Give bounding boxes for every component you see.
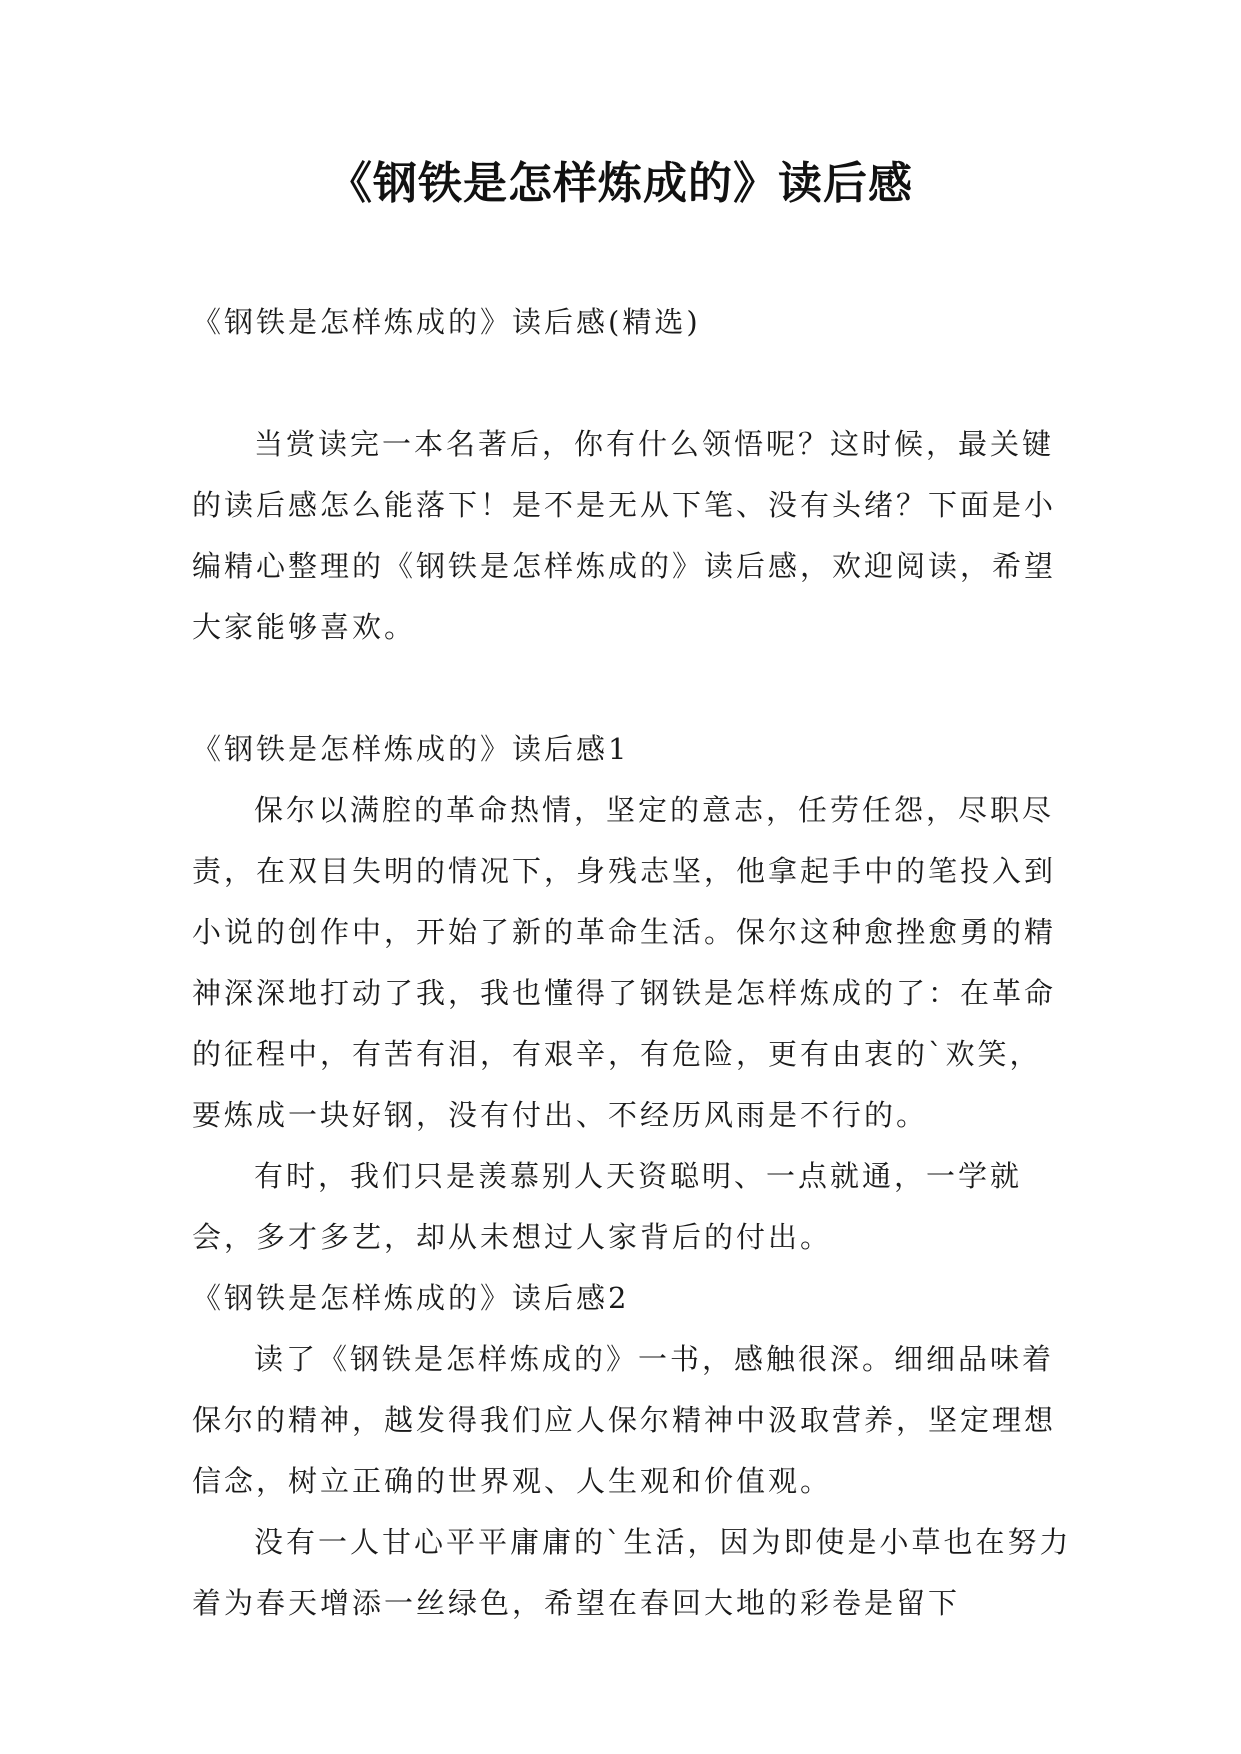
section-2-paragraph-2: 没有一人甘心平平庸庸的`生活，因为即使是小草也在努力着为春天增添一丝绿色，希望在春回大地的彩卷是留下	[192, 1525, 1072, 1620]
document-body	[192, 292, 1072, 1634]
section-1-paragraph-1: 保尔以满腔的革命热情，坚定的意志，任劳任怨，尽职尽责，在双目失明的情况下，身残志坚，他拿起手中的笔投入到小说的创作中，开始了新的革命生活。保尔这种愈挫愈勇的精神深深地打动了我，我也懂得了钢铁是怎样炼成的了：在革命的征程中，有苦有泪，有艰辛，有危险，更有由衷的`欢笑，要炼成一块好钢，没有付出、不经历风雨是不行的。	[192, 793, 1057, 1132]
spacer	[192, 658, 1072, 719]
document-subtitle: 《钢铁是怎样炼成的》读后感(精选)	[192, 305, 701, 339]
document-title: 《钢铁是怎样炼成的》读后感	[328, 158, 913, 209]
spacer	[192, 353, 1072, 414]
section-1-paragraph-2: 有时，我们只是羡慕别人天资聪明、一点就通，一学就会，多才多艺，却从未想过人家背后的付出。	[192, 1159, 1023, 1254]
section-2-paragraph-1: 读了《钢铁是怎样炼成的》一书，感触很深。细细品味着保尔的精神，越发得我们应人保尔精神中汲取营养，坚定理想信念，树立正确的世界观、人生观和价值观。	[192, 1342, 1057, 1498]
section-heading-2: 《钢铁是怎样炼成的》读后感2	[192, 1281, 630, 1315]
section-heading-1: 《钢铁是怎样炼成的》读后感1	[192, 732, 630, 766]
intro-paragraph: 当赏读完一本名著后，你有什么领悟呢？这时候，最关键的读后感怎么能落下！是不是无从下笔、没有头绪？下面是小编精心整理的《钢铁是怎样炼成的》读后感，欢迎阅读，希望大家能够喜欢。	[192, 427, 1057, 644]
